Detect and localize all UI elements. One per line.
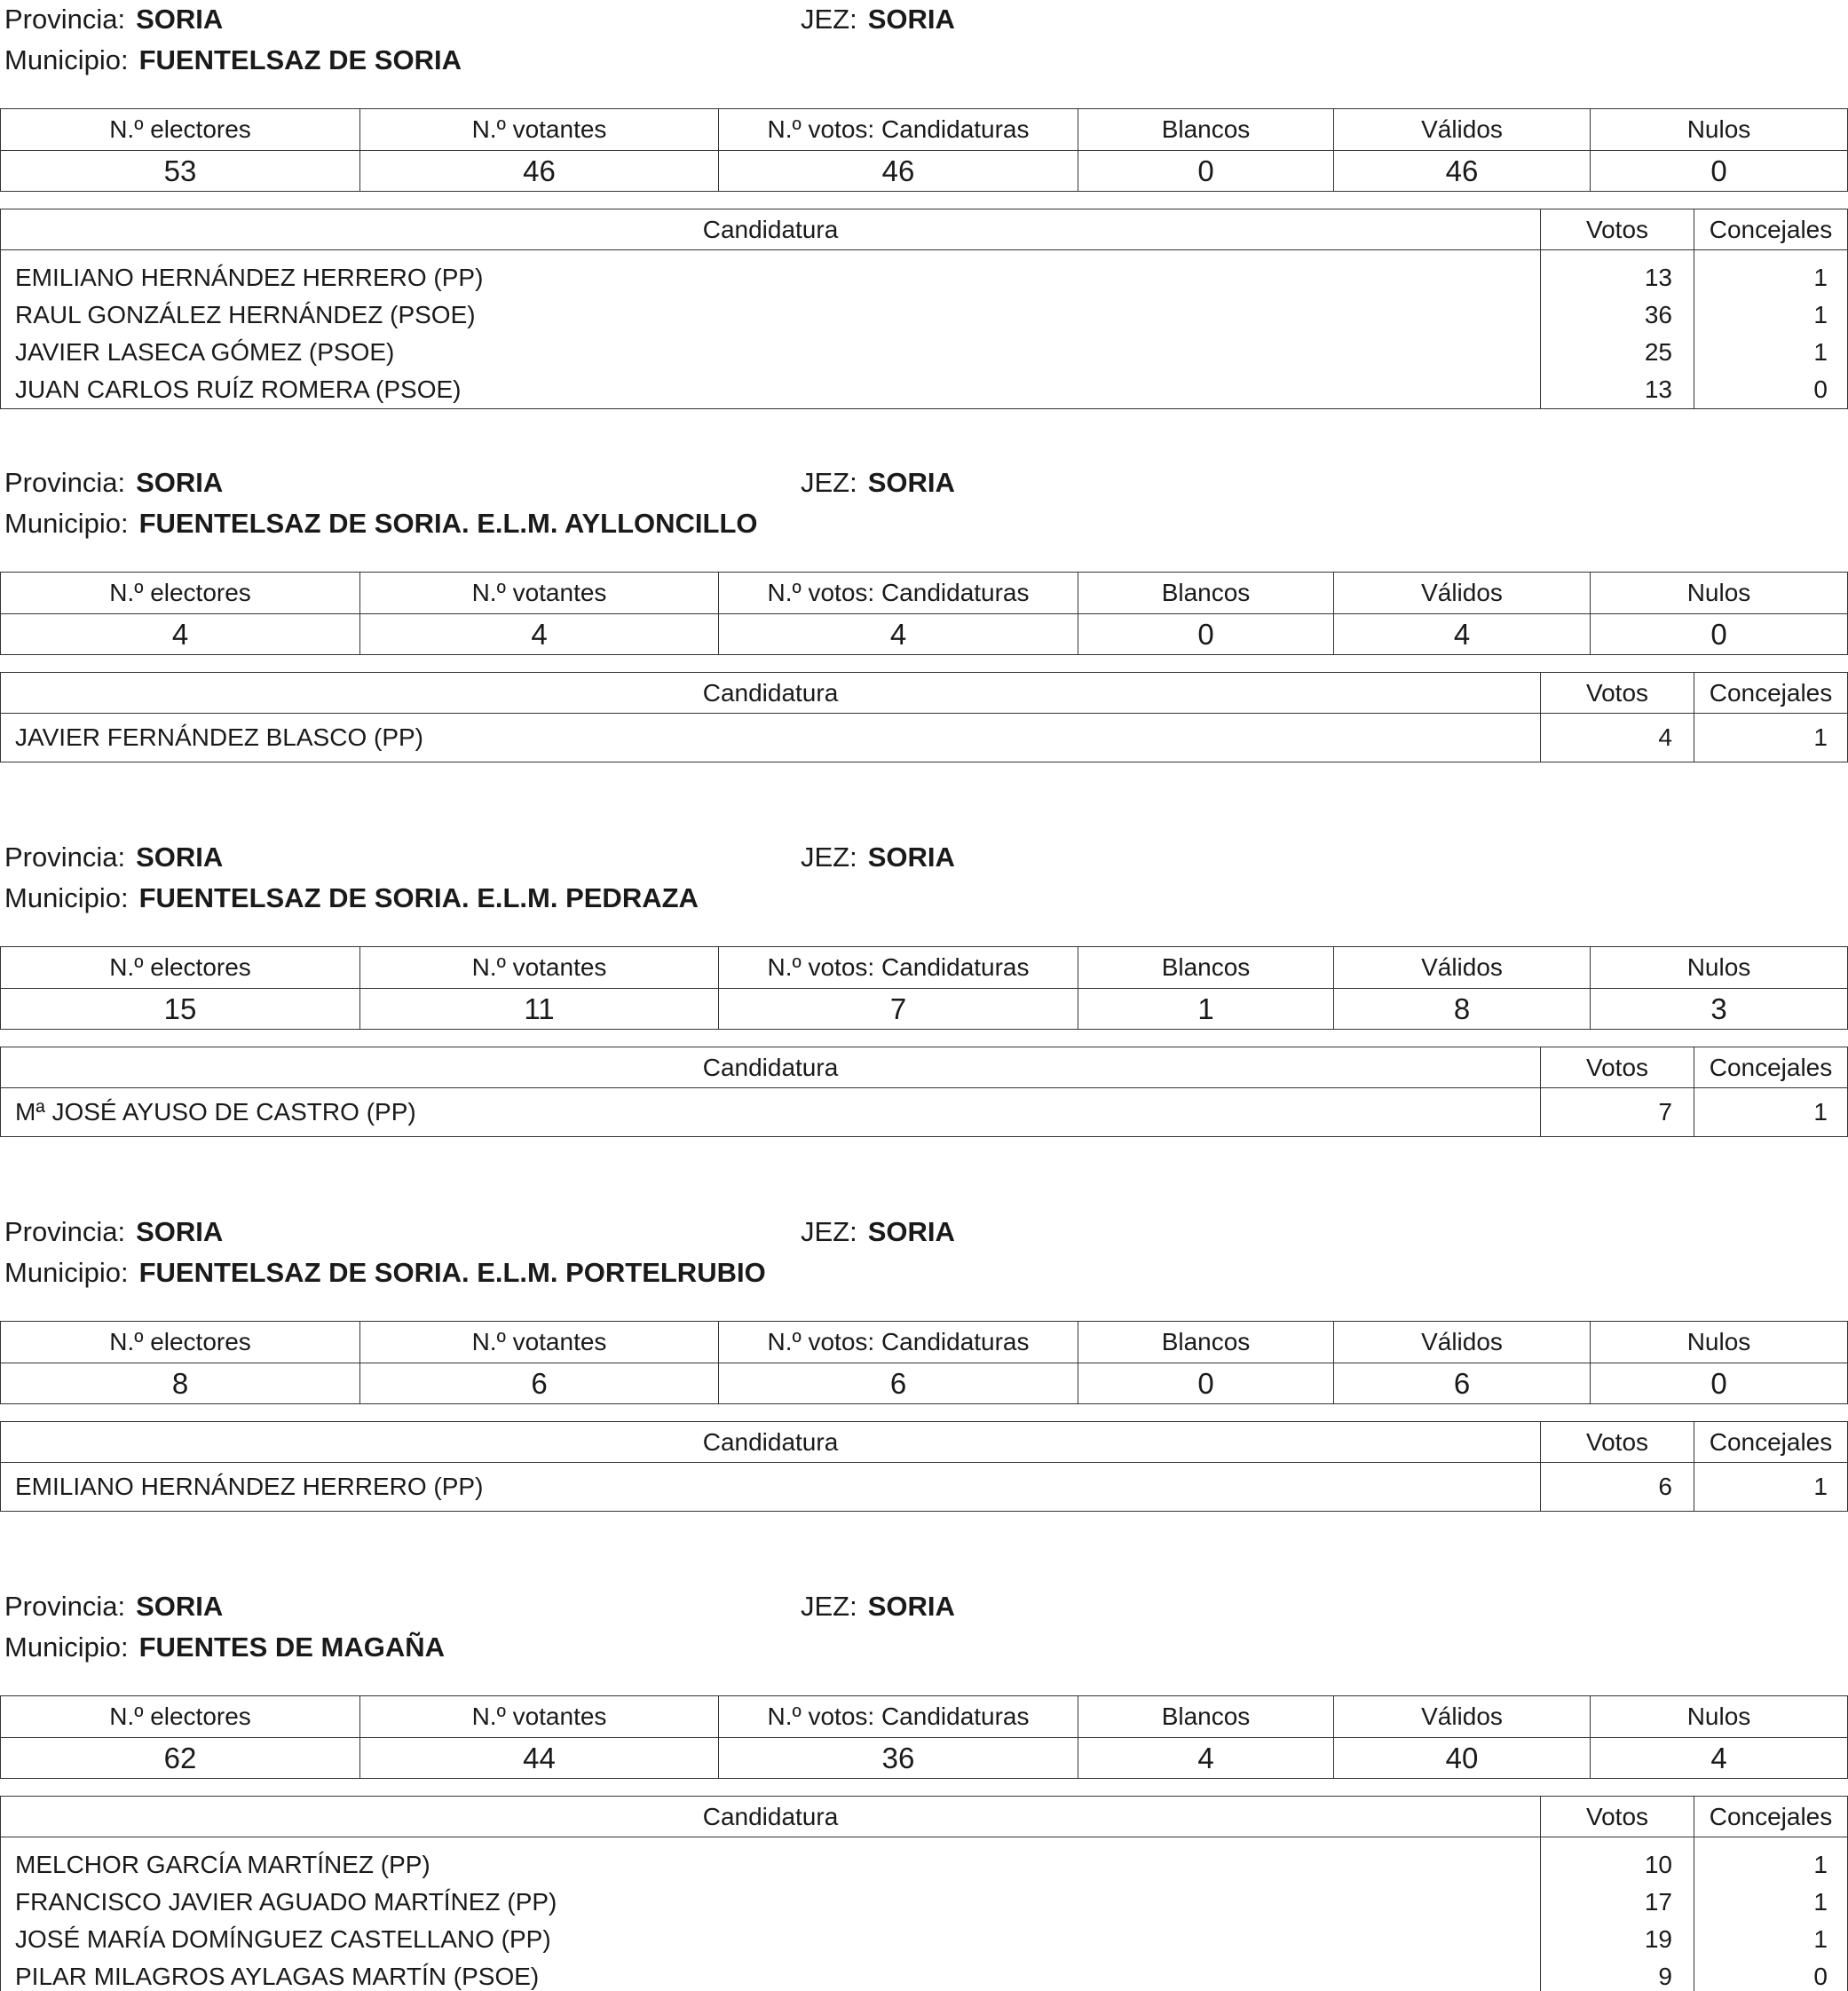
stats-header-electores: N.º electores bbox=[1, 109, 360, 151]
stats-header-blancos: Blancos bbox=[1078, 573, 1334, 614]
stats-header-blancos: Blancos bbox=[1078, 1696, 1334, 1738]
candidates-header-concejales: Concejales bbox=[1694, 209, 1848, 250]
candidate-votes: 6 bbox=[1541, 1463, 1694, 1512]
stats-value-votantes: 6 bbox=[360, 1363, 719, 1404]
jez-line-label: JEZ: bbox=[801, 841, 857, 873]
candidates-header-row bbox=[1, 1047, 1848, 1088]
municipio-line-label: Municipio: bbox=[4, 44, 129, 75]
stats-header-votos_cand: N.º votos: Candidaturas bbox=[719, 109, 1078, 151]
stats-value-electores: 62 bbox=[1, 1738, 360, 1779]
candidate-name: RAUL GONZÁLEZ HERNÁNDEZ (PSOE) bbox=[1, 296, 1541, 334]
candidates-header-row bbox=[1, 1422, 1848, 1463]
candidate-name: JUAN CARLOS RUÍZ ROMERA (PSOE) bbox=[1, 371, 1541, 409]
candidate-name: EMILIANO HERNÁNDEZ HERRERO (PP) bbox=[1, 250, 1541, 297]
candidate-name: JAVIER LASECA GÓMEZ (PSOE) bbox=[1, 334, 1541, 371]
stats-header-blancos: Blancos bbox=[1078, 109, 1334, 151]
stats-header-votos_cand: N.º votos: Candidaturas bbox=[719, 1696, 1078, 1738]
candidate-row bbox=[1, 1921, 1848, 1958]
candidate-row bbox=[1, 334, 1848, 371]
stats-value-votantes: 4 bbox=[360, 614, 719, 655]
candidate-votes: 19 bbox=[1541, 1921, 1694, 1958]
municipio-line-label: Municipio: bbox=[4, 1632, 129, 1663]
stats-header-blancos: Blancos bbox=[1078, 947, 1334, 989]
municipio-line-value: FUENTELSAZ DE SORIA. E.L.M. PEDRAZA bbox=[138, 882, 699, 913]
municipio-line-label: Municipio: bbox=[4, 882, 129, 913]
jez-line-value: SORIA bbox=[867, 841, 955, 873]
candidates-table bbox=[0, 209, 1848, 409]
municipio-line bbox=[4, 43, 462, 78]
candidate-concejales: 1 bbox=[1694, 1463, 1848, 1512]
candidate-row bbox=[1, 296, 1848, 334]
stats-value-votos_cand: 7 bbox=[719, 989, 1078, 1030]
stats-header-electores: N.º electores bbox=[1, 573, 360, 614]
candidate-votes: 13 bbox=[1541, 250, 1694, 297]
provincia-line-value: SORIA bbox=[136, 4, 224, 35]
candidate-concejales: 1 bbox=[1694, 1088, 1848, 1137]
candidate-votes: 25 bbox=[1541, 334, 1694, 371]
candidates-table bbox=[0, 1796, 1848, 1991]
jez-line-value: SORIA bbox=[867, 467, 955, 498]
stats-value-validos: 46 bbox=[1334, 151, 1591, 192]
stats-header-validos: Válidos bbox=[1334, 947, 1591, 989]
stats-value-electores: 53 bbox=[1, 151, 360, 192]
provincia-line-label: Provincia: bbox=[4, 1591, 126, 1622]
candidate-concejales: 1 bbox=[1694, 250, 1848, 297]
provincia-line-value: SORIA bbox=[136, 1591, 224, 1622]
municipio-line bbox=[4, 1255, 766, 1291]
municipio-line-label: Municipio: bbox=[4, 1257, 129, 1288]
candidate-name: Mª JOSÉ AYUSO DE CASTRO (PP) bbox=[1, 1088, 1541, 1137]
municipio-line-value: FUENTELSAZ DE SORIA. E.L.M. AYLLONCILLO bbox=[138, 508, 758, 539]
candidate-votes: 4 bbox=[1541, 714, 1694, 762]
candidates-header-concejales: Concejales bbox=[1694, 1422, 1848, 1463]
stats-value-votos_cand: 36 bbox=[719, 1738, 1078, 1779]
candidate-row bbox=[1, 1463, 1848, 1512]
candidate-name: EMILIANO HERNÁNDEZ HERRERO (PP) bbox=[1, 1463, 1541, 1512]
jez-line-label: JEZ: bbox=[801, 467, 857, 498]
provincia-line-label: Provincia: bbox=[4, 467, 126, 498]
jez-line-label: JEZ: bbox=[801, 1591, 857, 1622]
stats-value-row bbox=[1, 151, 1848, 192]
provincia-line bbox=[4, 2, 223, 37]
candidates-header-candidatura: Candidatura bbox=[1, 1797, 1541, 1837]
stats-table bbox=[0, 1321, 1848, 1404]
municipio-line bbox=[4, 881, 699, 916]
candidates-header-concejales: Concejales bbox=[1694, 1047, 1848, 1088]
stats-value-electores: 15 bbox=[1, 989, 360, 1030]
candidates-header-row bbox=[1, 673, 1848, 714]
stats-header-votantes: N.º votantes bbox=[360, 573, 719, 614]
stats-header-row bbox=[1, 947, 1848, 989]
candidates-header-row bbox=[1, 1797, 1848, 1837]
stats-value-validos: 6 bbox=[1334, 1363, 1591, 1404]
candidate-name: JOSÉ MARÍA DOMÍNGUEZ CASTELLANO (PP) bbox=[1, 1921, 1541, 1958]
candidates-header-concejales: Concejales bbox=[1694, 1797, 1848, 1837]
jez-line bbox=[801, 1214, 955, 1250]
candidate-concejales: 1 bbox=[1694, 1884, 1848, 1921]
stats-header-votos_cand: N.º votos: Candidaturas bbox=[719, 947, 1078, 989]
candidates-header-candidatura: Candidatura bbox=[1, 209, 1541, 250]
candidate-concejales: 1 bbox=[1694, 1921, 1848, 1958]
stats-header-nulos: Nulos bbox=[1591, 573, 1848, 614]
stats-header-nulos: Nulos bbox=[1591, 947, 1848, 989]
stats-value-votos_cand: 6 bbox=[719, 1363, 1078, 1404]
provincia-line-label: Provincia: bbox=[4, 841, 126, 873]
stats-value-votos_cand: 4 bbox=[719, 614, 1078, 655]
municipio-line bbox=[4, 1630, 445, 1665]
stats-value-blancos: 4 bbox=[1078, 1738, 1334, 1779]
jez-line-label: JEZ: bbox=[801, 4, 857, 35]
stats-header-electores: N.º electores bbox=[1, 947, 360, 989]
stats-header-electores: N.º electores bbox=[1, 1696, 360, 1738]
stats-value-validos: 4 bbox=[1334, 614, 1591, 655]
stats-value-nulos: 3 bbox=[1591, 989, 1848, 1030]
candidate-row bbox=[1, 714, 1848, 762]
stats-value-electores: 4 bbox=[1, 614, 360, 655]
candidate-concejales: 1 bbox=[1694, 296, 1848, 334]
municipio-line-label: Municipio: bbox=[4, 508, 129, 539]
stats-header-votos_cand: N.º votos: Candidaturas bbox=[719, 1322, 1078, 1363]
municipality-section bbox=[0, 2, 1848, 411]
stats-value-votantes: 46 bbox=[360, 151, 719, 192]
stats-header-votantes: N.º votantes bbox=[360, 947, 719, 989]
jez-line bbox=[801, 465, 955, 501]
candidate-row bbox=[1, 1884, 1848, 1921]
municipality-section bbox=[0, 1589, 1848, 1991]
stats-table bbox=[0, 946, 1848, 1030]
stats-value-row bbox=[1, 1363, 1848, 1404]
candidate-concejales: 0 bbox=[1694, 1958, 1848, 1991]
provincia-line-value: SORIA bbox=[136, 467, 224, 498]
municipality-section bbox=[0, 840, 1848, 1137]
jez-line-value: SORIA bbox=[867, 1216, 955, 1247]
candidate-row bbox=[1, 1837, 1848, 1884]
stats-value-votos_cand: 46 bbox=[719, 151, 1078, 192]
provincia-line-value: SORIA bbox=[136, 1216, 224, 1247]
candidate-votes: 10 bbox=[1541, 1837, 1694, 1884]
candidate-concejales: 1 bbox=[1694, 334, 1848, 371]
stats-header-nulos: Nulos bbox=[1591, 109, 1848, 151]
candidate-row bbox=[1, 1088, 1848, 1137]
stats-header-row bbox=[1, 1322, 1848, 1363]
candidate-name: JAVIER FERNÁNDEZ BLASCO (PP) bbox=[1, 714, 1541, 762]
candidates-header-votos: Votos bbox=[1541, 1797, 1694, 1837]
stats-value-blancos: 0 bbox=[1078, 614, 1334, 655]
jez-line bbox=[801, 840, 955, 875]
candidate-concejales: 0 bbox=[1694, 371, 1848, 409]
candidates-table bbox=[0, 1047, 1848, 1137]
candidate-votes: 36 bbox=[1541, 296, 1694, 334]
stats-value-blancos: 1 bbox=[1078, 989, 1334, 1030]
stats-header-validos: Válidos bbox=[1334, 1322, 1591, 1363]
candidates-header-concejales: Concejales bbox=[1694, 673, 1848, 714]
stats-table bbox=[0, 108, 1848, 192]
provincia-line bbox=[4, 840, 223, 875]
municipality-section bbox=[0, 465, 1848, 762]
stats-header-votantes: N.º votantes bbox=[360, 109, 719, 151]
stats-table bbox=[0, 572, 1848, 655]
provincia-line-value: SORIA bbox=[136, 841, 224, 873]
stats-header-validos: Válidos bbox=[1334, 109, 1591, 151]
candidates-header-candidatura: Candidatura bbox=[1, 673, 1541, 714]
provincia-line bbox=[4, 1589, 223, 1624]
candidates-header-votos: Votos bbox=[1541, 209, 1694, 250]
stats-value-row bbox=[1, 614, 1848, 655]
stats-header-row bbox=[1, 573, 1848, 614]
candidate-votes: 7 bbox=[1541, 1088, 1694, 1137]
provincia-line-label: Provincia: bbox=[4, 1216, 126, 1247]
stats-value-nulos: 0 bbox=[1591, 614, 1848, 655]
municipio-line-value: FUENTES DE MAGAÑA bbox=[138, 1632, 446, 1663]
candidate-name: PILAR MILAGROS AYLAGAS MARTÍN (PSOE) bbox=[1, 1958, 1541, 1991]
stats-value-validos: 40 bbox=[1334, 1738, 1591, 1779]
stats-value-nulos: 0 bbox=[1591, 151, 1848, 192]
jez-line-value: SORIA bbox=[867, 4, 955, 35]
provincia-line bbox=[4, 465, 223, 501]
stats-header-blancos: Blancos bbox=[1078, 1322, 1334, 1363]
stats-header-electores: N.º electores bbox=[1, 1322, 360, 1363]
jez-line-label: JEZ: bbox=[801, 1216, 857, 1247]
stats-value-votantes: 11 bbox=[360, 989, 719, 1030]
stats-value-row bbox=[1, 1738, 1848, 1779]
stats-value-nulos: 0 bbox=[1591, 1363, 1848, 1404]
stats-header-votantes: N.º votantes bbox=[360, 1322, 719, 1363]
stats-table bbox=[0, 1695, 1848, 1779]
stats-header-nulos: Nulos bbox=[1591, 1322, 1848, 1363]
candidates-header-row bbox=[1, 209, 1848, 250]
stats-value-blancos: 0 bbox=[1078, 151, 1334, 192]
stats-value-nulos: 4 bbox=[1591, 1738, 1848, 1779]
stats-value-electores: 8 bbox=[1, 1363, 360, 1404]
candidates-header-votos: Votos bbox=[1541, 1422, 1694, 1463]
stats-value-validos: 8 bbox=[1334, 989, 1591, 1030]
municipio-line bbox=[4, 506, 758, 541]
candidate-votes: 17 bbox=[1541, 1884, 1694, 1921]
stats-header-nulos: Nulos bbox=[1591, 1696, 1848, 1738]
candidates-header-votos: Votos bbox=[1541, 673, 1694, 714]
jez-line-value: SORIA bbox=[867, 1591, 955, 1622]
stats-header-row bbox=[1, 109, 1848, 151]
candidate-row bbox=[1, 250, 1848, 297]
stats-value-blancos: 0 bbox=[1078, 1363, 1334, 1404]
candidate-name: MELCHOR GARCÍA MARTÍNEZ (PP) bbox=[1, 1837, 1541, 1884]
municipio-line-value: FUENTELSAZ DE SORIA bbox=[138, 44, 462, 75]
stats-header-row bbox=[1, 1696, 1848, 1738]
candidate-votes: 9 bbox=[1541, 1958, 1694, 1991]
candidate-concejales: 1 bbox=[1694, 714, 1848, 762]
candidate-concejales: 1 bbox=[1694, 1837, 1848, 1884]
stats-value-row bbox=[1, 989, 1848, 1030]
candidates-header-votos: Votos bbox=[1541, 1047, 1694, 1088]
stats-header-votantes: N.º votantes bbox=[360, 1696, 719, 1738]
provincia-line bbox=[4, 1214, 223, 1250]
candidates-header-candidatura: Candidatura bbox=[1, 1422, 1541, 1463]
candidate-row bbox=[1, 1958, 1848, 1991]
candidates-header-candidatura: Candidatura bbox=[1, 1047, 1541, 1088]
candidate-votes: 13 bbox=[1541, 371, 1694, 409]
municipio-line-value: FUENTELSAZ DE SORIA. E.L.M. PORTELRUBIO bbox=[138, 1257, 766, 1288]
candidate-row bbox=[1, 371, 1848, 409]
candidate-name: FRANCISCO JAVIER AGUADO MARTÍNEZ (PP) bbox=[1, 1884, 1541, 1921]
municipality-section bbox=[0, 1214, 1848, 1512]
stats-header-votos_cand: N.º votos: Candidaturas bbox=[719, 573, 1078, 614]
stats-header-validos: Válidos bbox=[1334, 1696, 1591, 1738]
stats-header-validos: Válidos bbox=[1334, 573, 1591, 614]
stats-value-votantes: 44 bbox=[360, 1738, 719, 1779]
jez-line bbox=[801, 1589, 955, 1624]
candidates-table bbox=[0, 672, 1848, 762]
jez-line bbox=[801, 2, 955, 37]
candidates-table bbox=[0, 1421, 1848, 1512]
provincia-line-label: Provincia: bbox=[4, 4, 126, 35]
